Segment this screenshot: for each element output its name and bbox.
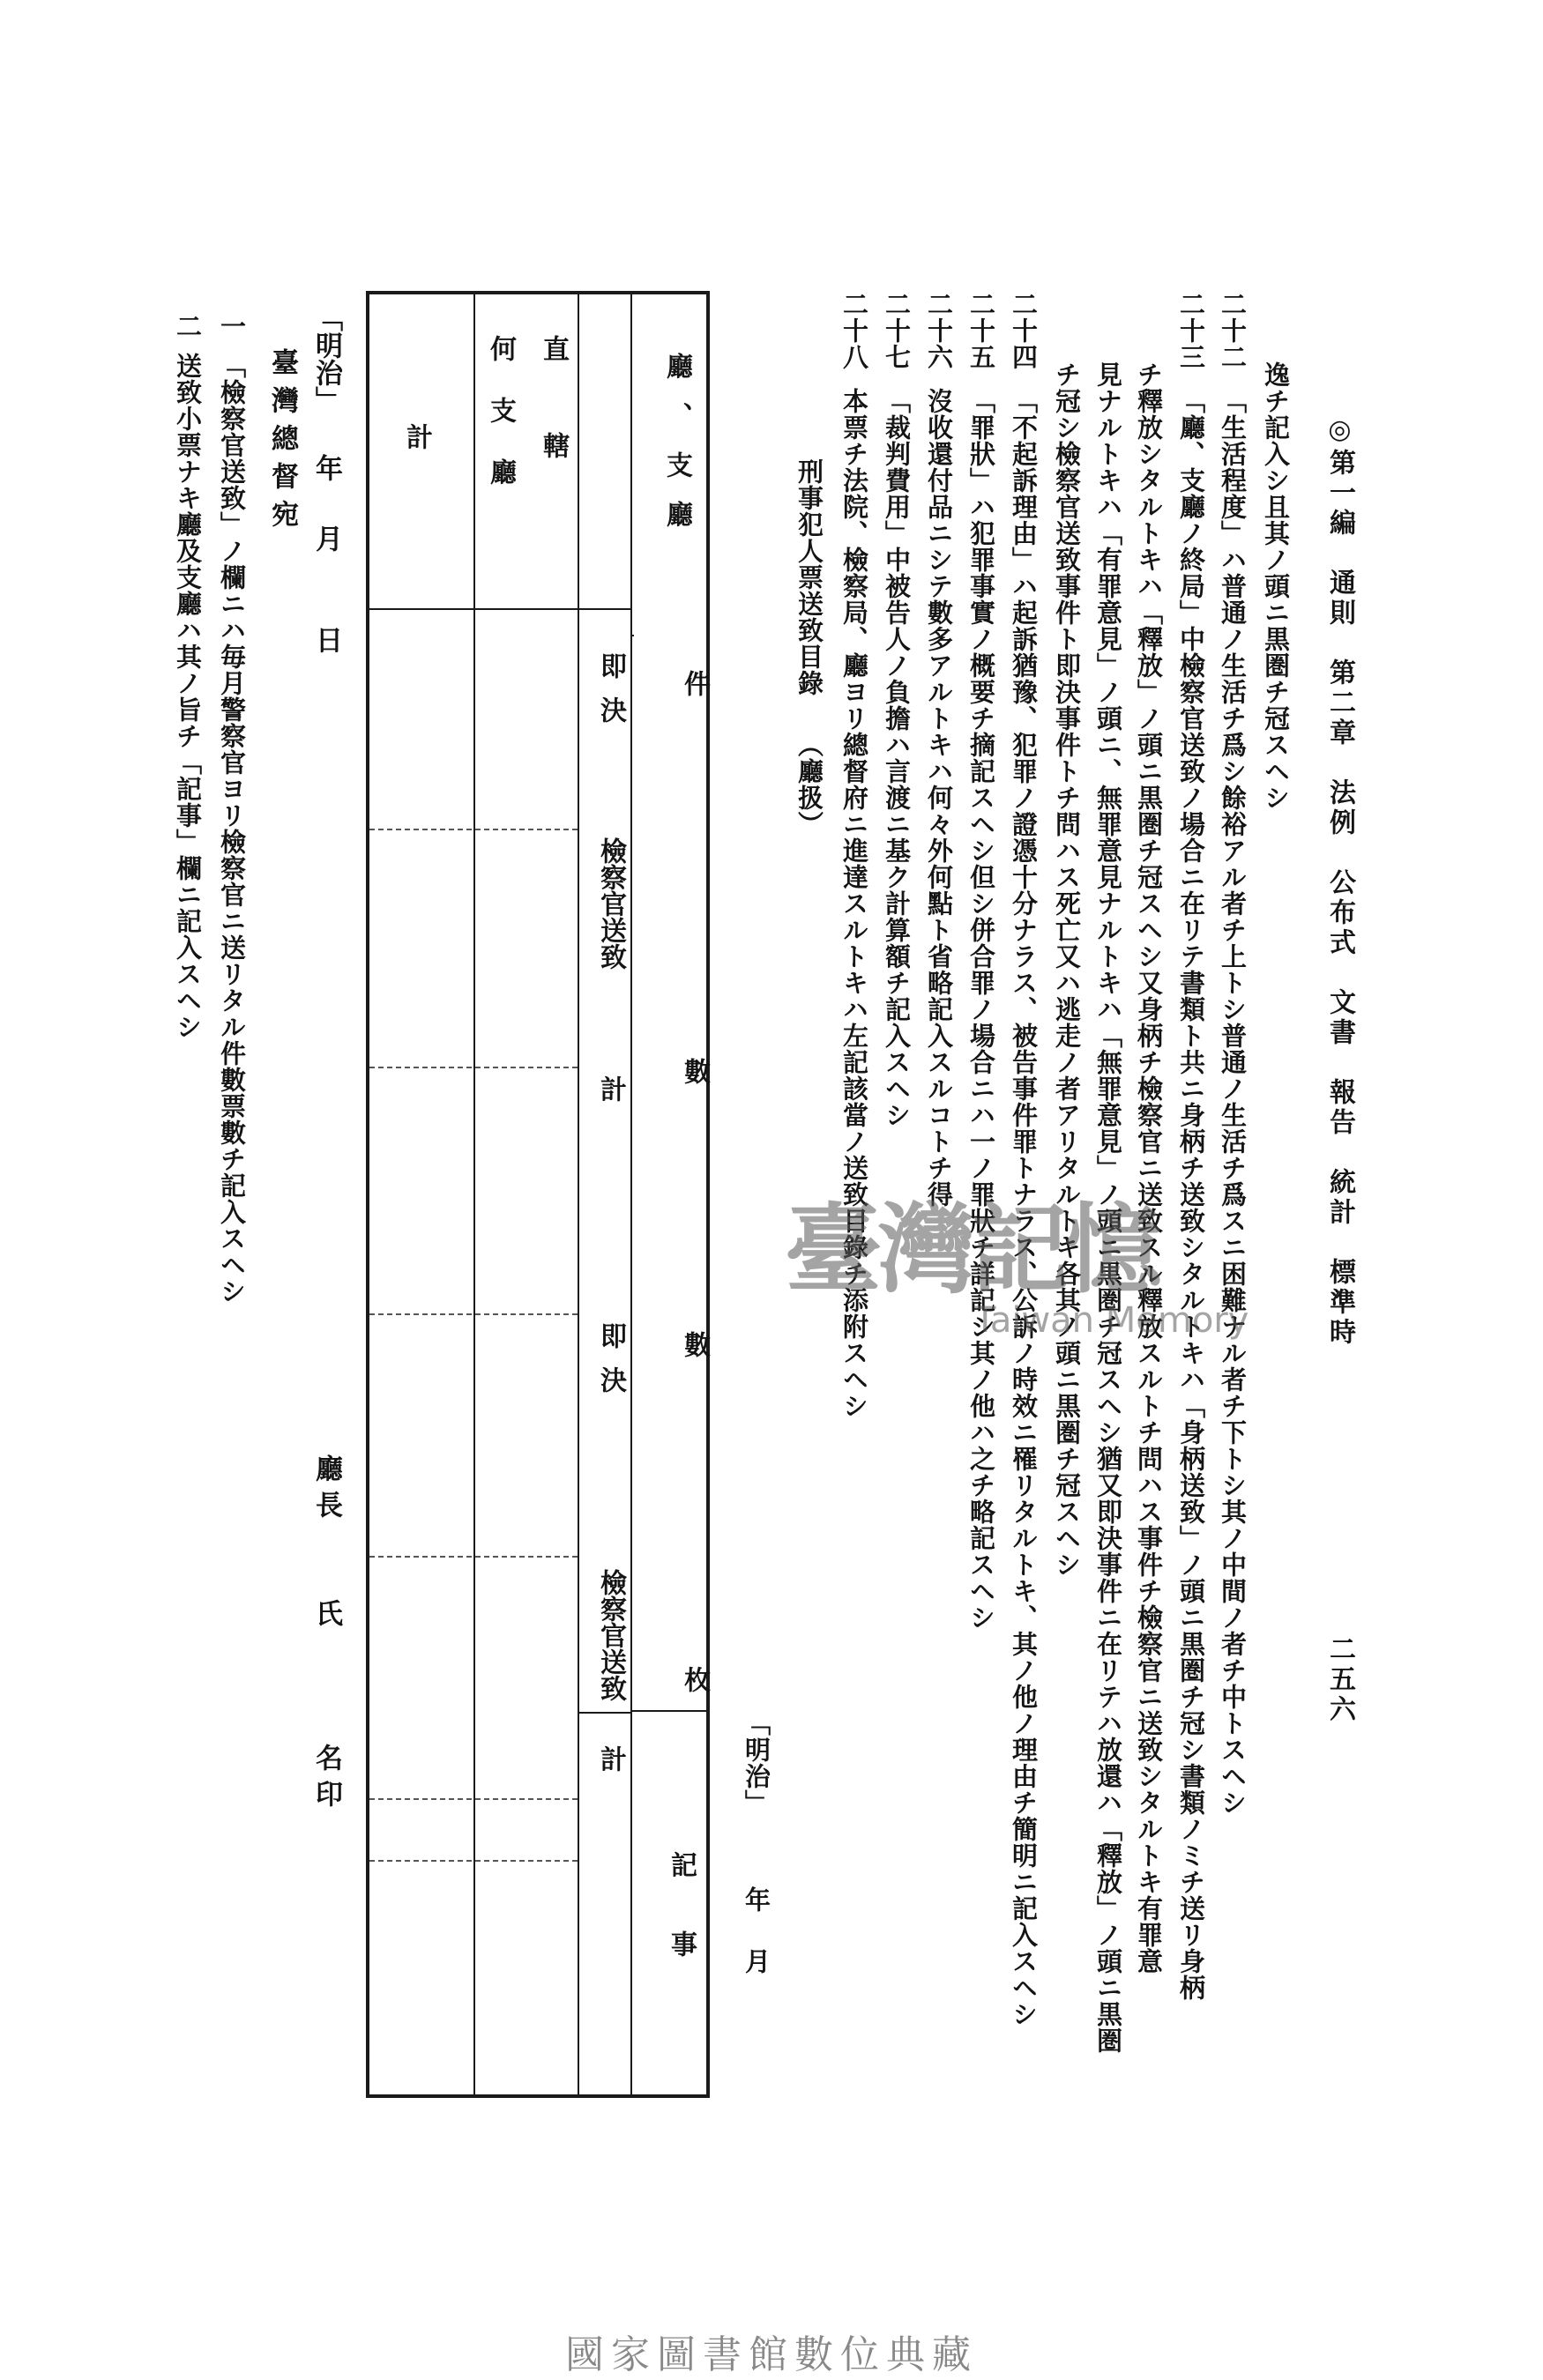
sub-header-summary-1: 即決: [595, 652, 626, 740]
note-22-num: 二十二: [1218, 291, 1248, 370]
remark-1-num: 一: [217, 313, 247, 339]
watermark-english: Taiwan Memory: [974, 1300, 1249, 1341]
form-title: 刑事犯人票送致目錄: [794, 458, 824, 696]
col-remarks-header: 記事: [666, 1851, 697, 2010]
col-sheets-header-bottom: 枚: [679, 1666, 710, 1692]
note-23-cont-3: チ冠シ檢察官送致事件ト即決事件トチ問ハス死亡又ハ逃走ノ者アリタルトキ各其ノ頭ニ黒圏チ冠スヘシ: [1052, 361, 1082, 1578]
note-24-num: 二十四: [1009, 291, 1039, 370]
page-number: 二五六: [1324, 1635, 1355, 1725]
footer-date-label: 「明治」: [310, 304, 342, 413]
note-25-num: 二十五: [966, 291, 996, 370]
watermark-chinese: 臺灣記憶: [785, 1193, 1159, 1306]
note-26-text: 沒收還付品ニシテ數多アルトキハ何々外何點ト省略記入スルコトチ得: [924, 388, 954, 1208]
note-23-cont-1: チ釋放シタルトキハ「釋放」ノ頭ニ黒圏チ冠スヘシ又身柄チ檢察官ニ送致スル釋放スルトチ問ハス事件チ檢察官ニ送致シタルトキ有罪意: [1134, 361, 1164, 1975]
note-28-num: 二十八: [839, 291, 869, 370]
form-date-label: 「明治」: [742, 1710, 772, 1816]
sub-header-prosecutor-2: 檢察官送致: [595, 1569, 626, 1701]
sub-header-total-1: 計: [595, 1075, 626, 1102]
col-office-header: 廳、支廳: [661, 353, 692, 550]
row-label-branch: 何支廳: [485, 335, 516, 520]
col-count-header-top: 件: [679, 670, 710, 696]
remark-2-text: 送致小票ナキ廳及支廳ハ其ノ旨チ「記事」欄ニ記入スヘシ: [173, 353, 203, 1040]
form-date-month: 月: [742, 1948, 772, 1975]
row-label-total: 計: [401, 423, 432, 450]
note-27-text: 「裁判費用」中被告人ノ負擔ハ言渡ニ基ク計算額チ記入スヘシ: [882, 388, 912, 1128]
footer-year: 年: [310, 454, 342, 481]
sub-header-summary-2: 即決: [595, 1322, 626, 1410]
remark-1-text: 「檢察官送致」ノ欄ニハ毎月警察官ヨリ檢察官ニ送リタル件數票數チ記入スヘシ: [217, 353, 247, 1305]
col-count-header-bottom: 數: [679, 1058, 710, 1084]
note-27-num: 二十七: [882, 291, 912, 370]
footer-recipient: 臺灣總督宛: [266, 348, 298, 538]
note-23-text: 「廳、支廳ノ終局」中檢察官送致ノ場合ニ在リテ書類ト共ニ身柄チ送致シタルトキハ「身柄送致」ノ頭ニ黒圏チ冠シ書類ノミチ送リ身柄: [1176, 388, 1206, 2001]
note-0-text: 逸チ記入シ且其ノ頭ニ黒圏チ冠スヘシ: [1261, 361, 1291, 811]
submission-table: [366, 291, 710, 2098]
sub-header-prosecutor-1: 檢察官送致: [595, 837, 626, 970]
note-24-text: 「不起訴理由」ハ起訴猶豫、犯罪ノ證憑十分ナラス、被告事件罪トナラス、公訴ノ時效ニ罹リタルトキ、其ノ他ノ理由チ簡明ニ記入スヘシ: [1009, 388, 1039, 2027]
note-28-text: 本票チ法院、檢察局、廳ヨリ總督府ニ進達スルトキハ左記該當ノ送致目錄チ添附スヘシ: [839, 388, 869, 1419]
col-sheets-header-top: 數: [679, 1331, 710, 1357]
row-label-direct: 直轄: [538, 335, 569, 529]
page-header-title: ◎第一編 通則 第二章 法例 公布式 文書 報告 統計 標準時: [1324, 414, 1355, 1348]
form-title-note: （廳扱）: [794, 732, 824, 837]
library-footer: 國家圖書館數位典藏: [565, 2332, 978, 2377]
note-26-num: 二十六: [924, 291, 954, 370]
sub-header-total-2: 計: [595, 1745, 626, 1772]
note-25-text: 「罪狀」ハ犯罪事實ノ概要チ摘記スヘシ但シ併合罪ノ場合ニハ一ノ罪狀チ詳記シ其ノ他ハ之チ略記スヘシ: [966, 388, 996, 1631]
footer-month: 月: [310, 524, 342, 552]
note-22-text: 「生活程度」ハ普通ノ生活チ爲シ餘裕アル者チ上トシ普通ノ生活チ爲スニ困難ナル者チ下トシ其ノ中間ノ者チ中トスヘシ: [1218, 388, 1248, 1816]
form-date-year: 年: [742, 1886, 772, 1913]
note-23-cont-2: 見ナルトキハ「有罪意見」ノ頭ニ、無罪意見ナルトキハ「無罪意見」ノ頭ニ黒圏チ冠スヘシ猶又即決事件ニ在リテハ放還ハ「釋放」ノ頭ニ黒圏: [1093, 361, 1123, 2054]
footer-day: 日: [310, 626, 342, 653]
remark-2-num: 二: [173, 313, 203, 339]
footer-signature: 廳長 氏 名印: [310, 1454, 342, 1816]
note-23-num: 二十三: [1176, 291, 1206, 370]
